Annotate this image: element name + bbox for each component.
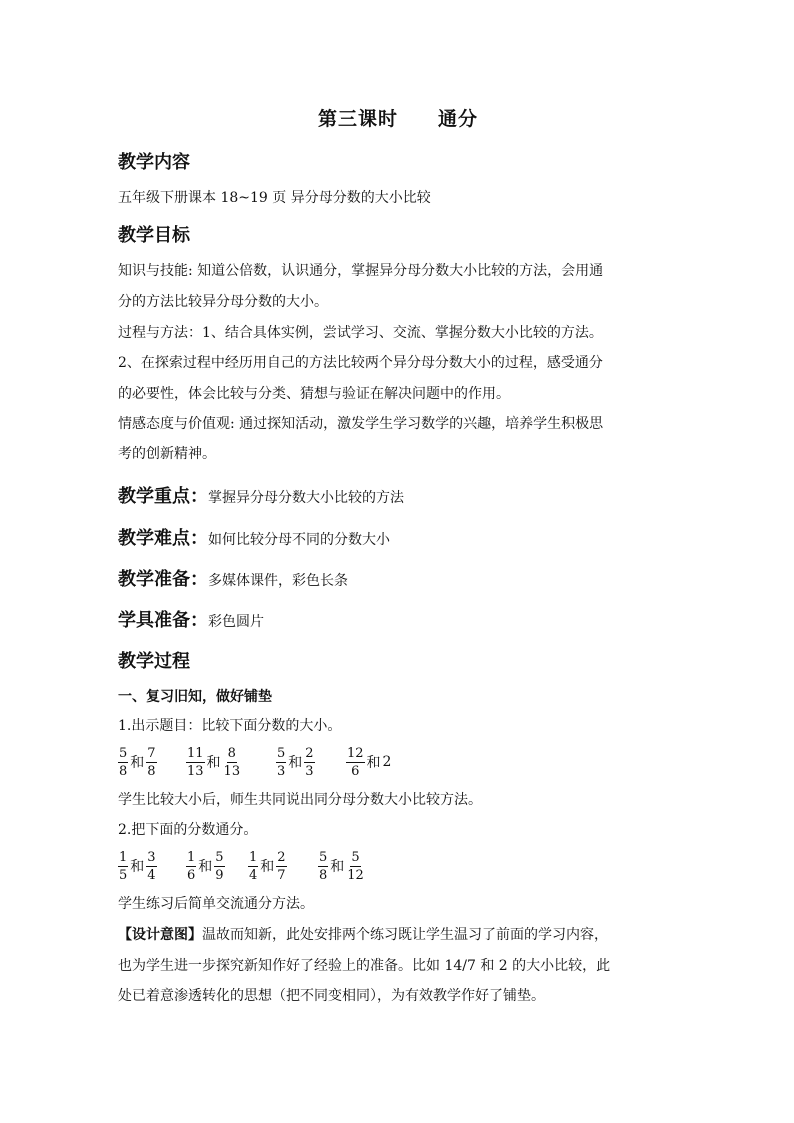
goals-line-2: 分的方法比较异分母分数的大小。	[118, 294, 328, 310]
design-intent-tag: 【设计意图】	[118, 927, 202, 943]
question-1-note: 学生比较大小后，师生共同说出同分母分数大小比较方法。	[118, 792, 482, 808]
key-point-label: 教学重点：	[118, 486, 208, 507]
page-title	[118, 104, 678, 131]
fraction-row-1	[118, 741, 678, 783]
heading-process: 教学过程	[118, 651, 190, 672]
fraction: $\frac{5}{9}$	[215, 849, 224, 883]
fraction: $\frac{3}{4}$	[147, 849, 156, 883]
fraction: $\frac{5}{8}$	[319, 849, 328, 883]
fraction-pair: $\frac{12}{6}$ 和 2	[347, 745, 392, 779]
key-point-text: 掌握异分母分数大小比较的方法	[208, 490, 404, 506]
goals-line-6: 情感态度与价值观: 通过探知活动，激发学生学习数学的兴趣，培养学生积极思	[118, 416, 604, 432]
fraction: $\frac{2}{7}$	[277, 849, 286, 883]
fraction-pair: $\frac{1}{5}$ 和 $\frac{3}{4}$	[119, 849, 156, 883]
fraction: $\frac{1}{6}$	[187, 849, 196, 883]
goals-line-5: 的必要性，体会比较与分类、猜想与验证在解决问题中的作用。	[118, 386, 510, 402]
heading-difficulty	[118, 524, 390, 550]
difficulty-text: 如何比较分母不同的分数大小	[208, 532, 390, 548]
fraction-pair: $\frac{1}{6}$ 和 $\frac{5}{9}$	[187, 849, 224, 883]
design-intent-line-2: 也为学生进一步探究新知作好了经验上的准备。比如 14/7 和 2 的大小比较，此	[118, 958, 611, 974]
title-lesson: 第三课时	[317, 108, 398, 130]
fraction: $\frac{8}{13}$	[223, 745, 241, 779]
goals-line-3: 过程与方法：1、结合具体实例，尝试学习、交流、掌握分数大小比较的方法。	[118, 325, 603, 341]
section-1-title: 一、复习旧知，做好铺垫	[118, 689, 272, 705]
preparation-label: 教学准备：	[118, 569, 208, 590]
fraction-pair: $\frac{5}{8}$ 和 $\frac{5}{12}$	[319, 849, 364, 883]
design-intent-text: 温故而知新，此处安排两个练习既让学生温习了前面的学习内容，	[202, 927, 608, 943]
heading-key-point	[118, 482, 404, 508]
fraction: $\frac{11}{13}$	[187, 745, 204, 779]
fraction: $\frac{12}{6}$	[347, 745, 364, 779]
preparation-text: 多媒体课件，彩色长条	[208, 573, 348, 589]
question-1: 1.出示题目：比较下面分数的大小。	[118, 718, 342, 734]
design-intent-line-1	[118, 924, 608, 944]
goals-line-7: 考的创新精神。	[118, 446, 216, 462]
heading-preparation	[118, 565, 348, 591]
goals-line-1: 知识与技能: 知道公倍数，认识通分，掌握异分母分数大小比较的方法，会用通	[118, 263, 604, 279]
fraction-row-2	[118, 845, 678, 887]
tools-text: 彩色圆片	[208, 614, 264, 630]
question-2-note: 学生练习后简单交流通分方法。	[118, 896, 314, 912]
heading-goals: 教学目标	[118, 225, 190, 246]
title-topic: 通分	[438, 108, 479, 130]
fraction: $\frac{1}{4}$	[249, 849, 258, 883]
content-text: 五年级下册课本 18~19 页 异分母分数的大小比较	[118, 190, 431, 206]
design-intent-line-3: 处已着意渗透转化的思想（把不同变相同），为有效教学作好了铺垫。	[118, 988, 545, 1004]
difficulty-label: 教学难点：	[118, 528, 208, 549]
fraction-pair: $\frac{1}{4}$ 和 $\frac{2}{7}$	[249, 849, 286, 883]
fraction-pair: $\frac{5}{3}$ 和 $\frac{2}{3}$	[277, 745, 314, 779]
fraction-pair: $\frac{5}{8}$ 和 $\frac{7}{8}$	[119, 745, 156, 779]
fraction: $\frac{5}{12}$	[347, 849, 364, 883]
fraction: $\frac{2}{3}$	[305, 745, 314, 779]
fraction: $\frac{1}{5}$	[119, 849, 128, 883]
whole-number: 2	[382, 754, 392, 770]
tools-label: 学具准备：	[118, 610, 208, 631]
fraction: $\frac{5}{3}$	[277, 745, 286, 779]
heading-tools	[118, 606, 264, 632]
heading-content: 教学内容	[118, 152, 190, 173]
fraction: $\frac{7}{8}$	[147, 745, 156, 779]
goals-line-4: 2、在探索过程中经历用自己的方法比较两个异分母分数大小的过程，感受通分	[118, 355, 603, 371]
fraction-pair: $\frac{11}{13}$ 和 $\frac{8}{13}$	[187, 745, 241, 779]
fraction: $\frac{5}{8}$	[119, 745, 128, 779]
question-2: 2.把下面的分数通分。	[118, 822, 258, 838]
